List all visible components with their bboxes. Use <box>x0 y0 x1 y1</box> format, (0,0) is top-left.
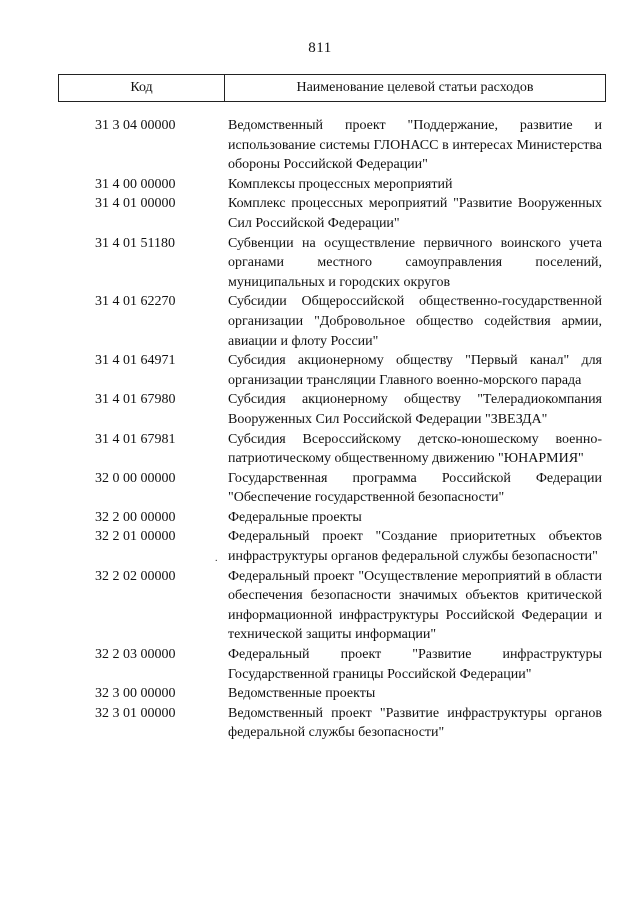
table-row <box>0 234 640 293</box>
table-row <box>0 292 640 351</box>
row-code: 32 2 02 00000 <box>95 568 176 584</box>
row-description: Субвенции на осуществление первичного воинского учета органами местного самоуправления поселений, муниципальных и городских округов <box>228 235 602 290</box>
row-code: 31 4 01 62270 <box>95 294 176 310</box>
table-row <box>0 527 640 566</box>
row-code: 31 4 01 64971 <box>95 353 176 369</box>
row-description: Федеральный проект "Осуществление мероприятий в области обеспечения безопасности значимых объектов критической информационной инфраструктуры Российской Федерации и технической защиты информации" <box>228 568 602 643</box>
table-row <box>0 351 640 390</box>
row-description: Субсидия акционерному обществу "Первый канал" для организации трансляции Главного военно-морского парада <box>228 353 602 388</box>
column-header-name: Наименование целевой статьи расходов <box>296 80 534 95</box>
row-code: 31 4 01 51180 <box>95 235 175 251</box>
row-description: Комплекс процессных мероприятий "Развитие Вооруженных Сил Российской Федерации" <box>228 196 602 231</box>
table-row <box>0 390 640 429</box>
table-row <box>0 508 640 528</box>
page-number: 811 <box>308 40 332 56</box>
table-row <box>0 704 640 743</box>
table-row <box>0 116 640 175</box>
row-description: Субсидии Общероссийской общественно-государственной организации "Добровольное общество содействия армии, авиации и флоту России" <box>228 294 602 349</box>
row-code: 32 3 00 00000 <box>95 686 176 702</box>
table-row <box>0 645 640 684</box>
table-row <box>0 175 640 195</box>
row-code: 32 3 01 00000 <box>95 705 176 721</box>
column-header-code: Код <box>59 75 225 101</box>
row-code: 31 4 01 67980 <box>95 392 176 408</box>
row-code: 31 4 01 67981 <box>95 431 176 447</box>
row-code: 32 2 00 00000 <box>95 509 176 525</box>
row-code: 32 2 01 00000 <box>95 529 176 545</box>
table-row <box>0 194 640 233</box>
scan-mark: . <box>215 553 218 564</box>
row-description: Комплексы процессных мероприятий <box>228 176 453 192</box>
table-row <box>0 567 640 645</box>
table-row <box>0 469 640 508</box>
row-code: 32 2 03 00000 <box>95 647 176 663</box>
row-description: Федеральный проект "Создание приоритетных объектов инфраструктуры органов федеральной службы безопасности" <box>228 529 602 565</box>
row-description: Федеральный проект "Развитие инфраструктуры Государственной границы Российской Федерации" <box>228 647 602 682</box>
row-description: Субсидия Всероссийскому детско-юношескому военно-патриотическому общественному движению "ЮНАРМИЯ" <box>228 431 602 467</box>
row-code: 32 0 00 00000 <box>95 470 176 486</box>
table-row <box>0 430 640 469</box>
row-description: Государственная программа Российской Федерации "Обеспечение государственной безопасности" <box>228 470 602 506</box>
table-header <box>58 74 606 102</box>
row-description: Субсидия акционерному обществу "Телерадиокомпания Вооруженных Сил Российской Федерации "ЗВЕЗДА" <box>228 392 602 427</box>
row-description: Ведомственные проекты <box>228 686 376 702</box>
row-code: 31 3 04 00000 <box>95 118 176 133</box>
row-code: 31 4 00 00000 <box>95 176 176 192</box>
row-code: 31 4 01 00000 <box>95 196 176 212</box>
row-description: Ведомственный проект "Развитие инфраструктуры органов федеральной службы безопасности" <box>228 705 602 741</box>
row-description: Федеральные проекты <box>228 509 362 525</box>
table-row <box>0 684 640 704</box>
table-body <box>0 116 640 743</box>
row-description: Ведомственный проект "Поддержание, развитие и использование системы ГЛОНАСС в интересах Министерства обороны Российской Федерации" <box>228 118 602 173</box>
